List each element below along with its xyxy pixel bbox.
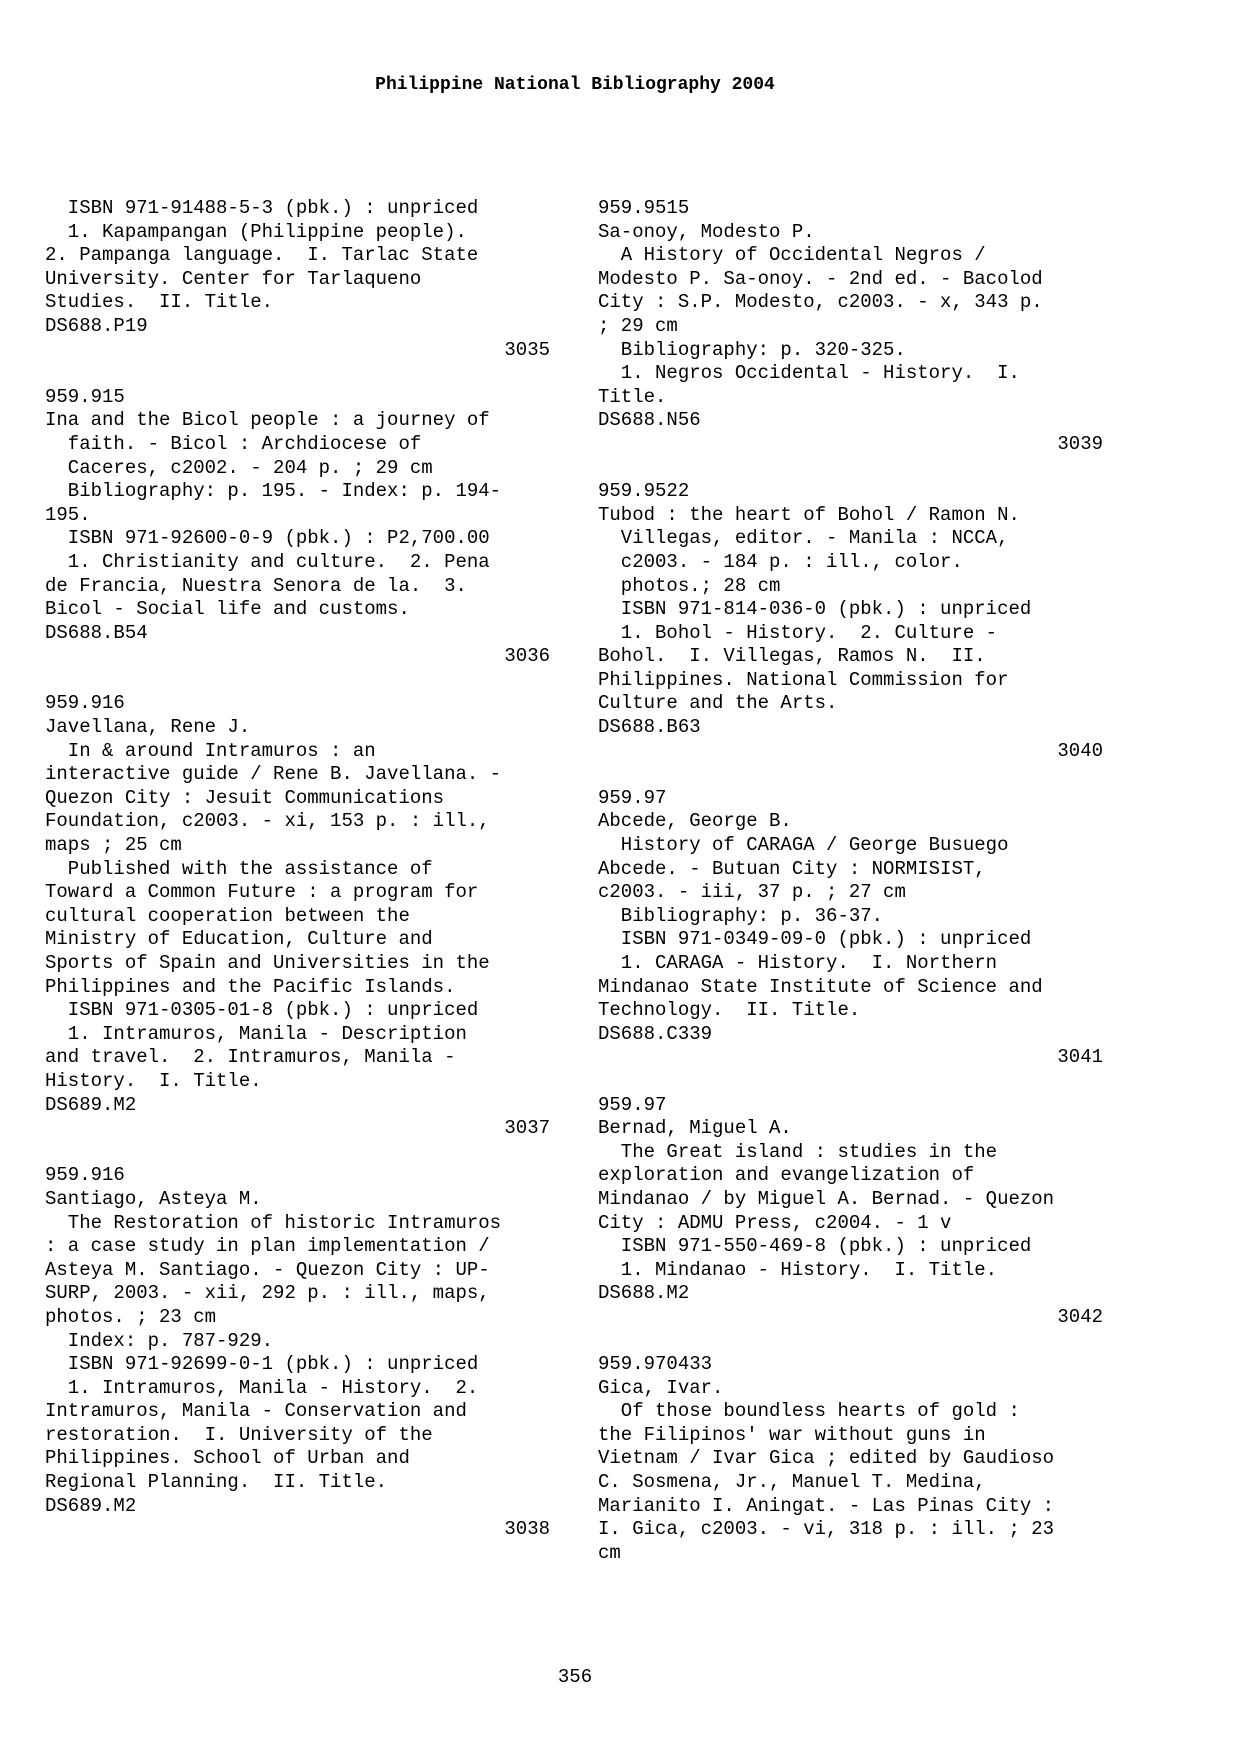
entry-line: History. I. Title. [45,1069,262,1092]
entry-line: Mindanao State Institute of Science and [598,975,1043,998]
entry-line: City : ADMU Press, c2004. - 1 v [598,1211,952,1234]
entry-line: Of those boundless hearts of gold : [598,1400,1020,1423]
entry-spacer [598,1330,1103,1354]
entry-line: ISBN 971-550-469-8 (pbk.) : unpriced [598,1235,1032,1258]
entry-line: 959.9515 [598,197,690,219]
entry-line: cultural cooperation between the [45,904,410,927]
bibliography-entry [598,480,1103,763]
entry-line: interactive guide / Rene B. Javellana. - [45,763,502,786]
entry-number: 3036 [504,645,550,668]
entry-line: DS688.P19 [45,314,148,337]
entry-line: DS689.M2 [45,1093,137,1116]
entry-line: ISBN 971-0349-09-0 (pbk.) : unpriced [598,928,1032,951]
entry-line: History of CARAGA / George Busuego [598,834,1009,857]
bibliography-entry [45,386,550,669]
entry-line: Philippines. National Commission for [598,668,1009,691]
bibliography-entry [45,692,550,1140]
entry-line: ISBN 971-91488-5-3 (pbk.) : unpriced [45,197,479,219]
entry-spacer [45,362,550,386]
entry-line: 959.970433 [598,1353,713,1376]
entry-line: Santiago, Asteya M. [45,1187,262,1210]
entry-line: Quezon City : Jesuit Communications [45,786,445,809]
entry-number: 3039 [1057,432,1103,455]
entry-line: ISBN 971-0305-01-8 (pbk.) : unpriced [45,999,479,1022]
entry-spacer [45,1141,550,1165]
entry-line: DS688.C339 [598,1022,713,1045]
entry-line: Abcede. - Butuan City : NORMISIST, [598,857,986,880]
entry-line: Sa-onoy, Modesto P. [598,220,815,243]
bibliography-entry [598,1094,1103,1330]
entry-spacer [45,669,550,693]
entry-line: exploration and evangelization of [598,1164,975,1187]
entry-line: Mindanao / by Miguel A. Bernad. - Quezon [598,1187,1055,1210]
entry-line: DS689.M2 [45,1494,137,1517]
entry-line: DS688.M2 [598,1282,690,1305]
entry-line: Philippines and the Pacific Islands. [45,975,456,998]
entry-spacer [598,763,1103,787]
entry-line: 2. Pampanga language. I. Tarlac State [45,244,479,267]
entry-line: 959.97 [598,786,667,809]
entry-line: restoration. I. University of the [45,1423,433,1446]
entry-line: Villegas, editor. - Manila : NCCA, [598,527,1009,550]
entry-line: Philippines. School of Urban and [45,1447,410,1470]
entry-line: I. Gica, c2003. - vi, 318 p. : ill. ; 23 [598,1518,1055,1541]
bibliography-entry [598,1353,1103,1565]
entry-line: Asteya M. Santiago. - Quezon City : UP- [45,1258,490,1281]
entry-number: 3038 [504,1518,550,1541]
entry-line: ; 29 cm [598,314,678,337]
entry-line: Studies. II. Title. [45,291,274,314]
entry-line: 959.916 [45,692,125,715]
entry-line: 1. Kapampangan (Philippine people). [45,220,467,243]
entry-line: Regional Planning. II. Title. [45,1471,388,1494]
entry-line: University. Center for Tarlaqueno [45,267,422,290]
entry-number: 3042 [1057,1305,1103,1328]
entry-line: : a case study in plan implementation / [45,1235,490,1258]
entry-line: Abcede, George B. [598,810,792,833]
entry-line: Marianito I. Aningat. - Las Pinas City : [598,1494,1055,1517]
entry-line: Sports of Spain and Universities in the [45,952,490,974]
entry-line: 1. Mindanao - History. I. Title. [598,1258,998,1281]
entry-line: 1. CARAGA - History. I. Northern [598,952,998,974]
entry-line: Intramuros, Manila - Conservation and [45,1400,467,1423]
entry-line: and travel. 2. Intramuros, Manila - [45,1046,456,1069]
entry-line: DS688.N56 [598,409,701,432]
entry-line: 959.915 [45,385,125,408]
bibliography-entry [45,197,550,362]
entry-line: The Restoration of historic Intramuros [45,1211,502,1234]
entry-spacer [598,1070,1103,1094]
entry-line: Bernad, Miguel A. [598,1117,792,1140]
entry-line: the Filipinos' war without guns in [598,1423,986,1446]
entry-line: Title. [598,385,667,408]
entry-line: faith. - Bicol : Archdiocese of [45,432,422,455]
entry-line: SURP, 2003. - xii, 292 p. : ill., maps, [45,1282,490,1305]
entry-line: Technology. II. Title. [598,999,861,1022]
entry-line: 1. Intramuros, Manila - Description [45,1022,467,1045]
entry-line: 959.916 [45,1164,125,1187]
entry-number: 3035 [504,338,550,361]
entry-line: Caceres, c2002. - 204 p. ; 29 cm [45,456,433,479]
entry-line: Javellana, Rene J. [45,716,251,739]
entry-line: Bibliography: p. 36-37. [598,904,884,927]
entry-line: 1. Negros Occidental - History. I. [598,362,1020,385]
entry-line: Bohol. I. Villegas, Ramos N. II. [598,645,986,668]
entry-line: ISBN 971-92699-0-1 (pbk.) : unpriced [45,1353,479,1376]
entry-line: Ministry of Education, Culture and [45,928,433,951]
entry-line: ISBN 971-814-036-0 (pbk.) : unpriced [598,598,1032,621]
bibliography-entry [45,1164,550,1542]
left-column [45,197,550,1542]
entry-number: 3037 [504,1117,550,1140]
entry-line: A History of Occidental Negros / [598,244,986,267]
entry-line: Gica, Ivar. [598,1376,724,1399]
entry-line: c2003. - iii, 37 p. ; 27 cm [598,881,906,904]
entry-line: Ina and the Bicol people : a journey of [45,409,490,432]
entry-line: photos. ; 23 cm [45,1305,217,1328]
entry-line: Bibliography: p. 195. - Index: p. 194- [45,480,502,503]
entry-line: Index: p. 787-929. [45,1329,274,1352]
right-column [598,197,1103,1565]
entry-line: Vietnam / Ivar Gica ; edited by Gaudioso [598,1447,1055,1470]
entry-line: Foundation, c2003. - xi, 153 p. : ill., [45,810,490,833]
entry-line: ISBN 971-92600-0-9 (pbk.) : P2,700.00 [45,527,490,550]
entry-line: City : S.P. Modesto, c2003. - x, 343 p. [598,291,1043,314]
entry-line: Published with the assistance of [45,857,433,880]
entry-line: 1. Christianity and culture. 2. Pena [45,550,490,573]
entry-line: Bicol - Social life and customs. [45,598,410,621]
entry-number: 3041 [1057,1046,1103,1069]
entry-line: DS688.B63 [598,716,701,739]
bibliography-entry [598,787,1103,1070]
entry-line: 959.97 [598,1093,667,1116]
entry-line: Bibliography: p. 320-325. [598,338,906,361]
entry-line: Culture and the Arts. [598,692,838,715]
entry-line: In & around Intramuros : an [45,739,376,762]
entry-line: c2003. - 184 p. : ill., color. [598,550,963,573]
entry-line: Toward a Common Future : a program for [45,881,479,904]
entry-line: Tubod : the heart of Bohol / Ramon N. [598,503,1020,526]
entry-line: The Great island : studies in the [598,1140,998,1163]
entry-line: cm [598,1541,621,1564]
entry-line: Modesto P. Sa-onoy. - 2nd ed. - Bacolod [598,267,1043,290]
entry-line: 195. [45,503,91,526]
entry-number: 3040 [1057,739,1103,762]
entry-spacer [598,457,1103,481]
entry-line: maps ; 25 cm [45,834,182,857]
page-title: Philippine National Bibliography 2004 [375,75,775,95]
bibliography-entry [598,197,1103,457]
entry-line: C. Sosmena, Jr., Manuel T. Medina, [598,1471,986,1494]
entry-line: photos.; 28 cm [598,574,781,597]
entry-line: 959.9522 [598,480,690,503]
entry-line: 1. Intramuros, Manila - History. 2. [45,1376,479,1399]
entry-line: 1. Bohol - History. 2. Culture - [598,621,998,644]
entry-line: de Francia, Nuestra Senora de la. 3. [45,574,467,597]
entry-line: DS688.B54 [45,621,148,644]
page-number: 356 [557,1666,593,1688]
